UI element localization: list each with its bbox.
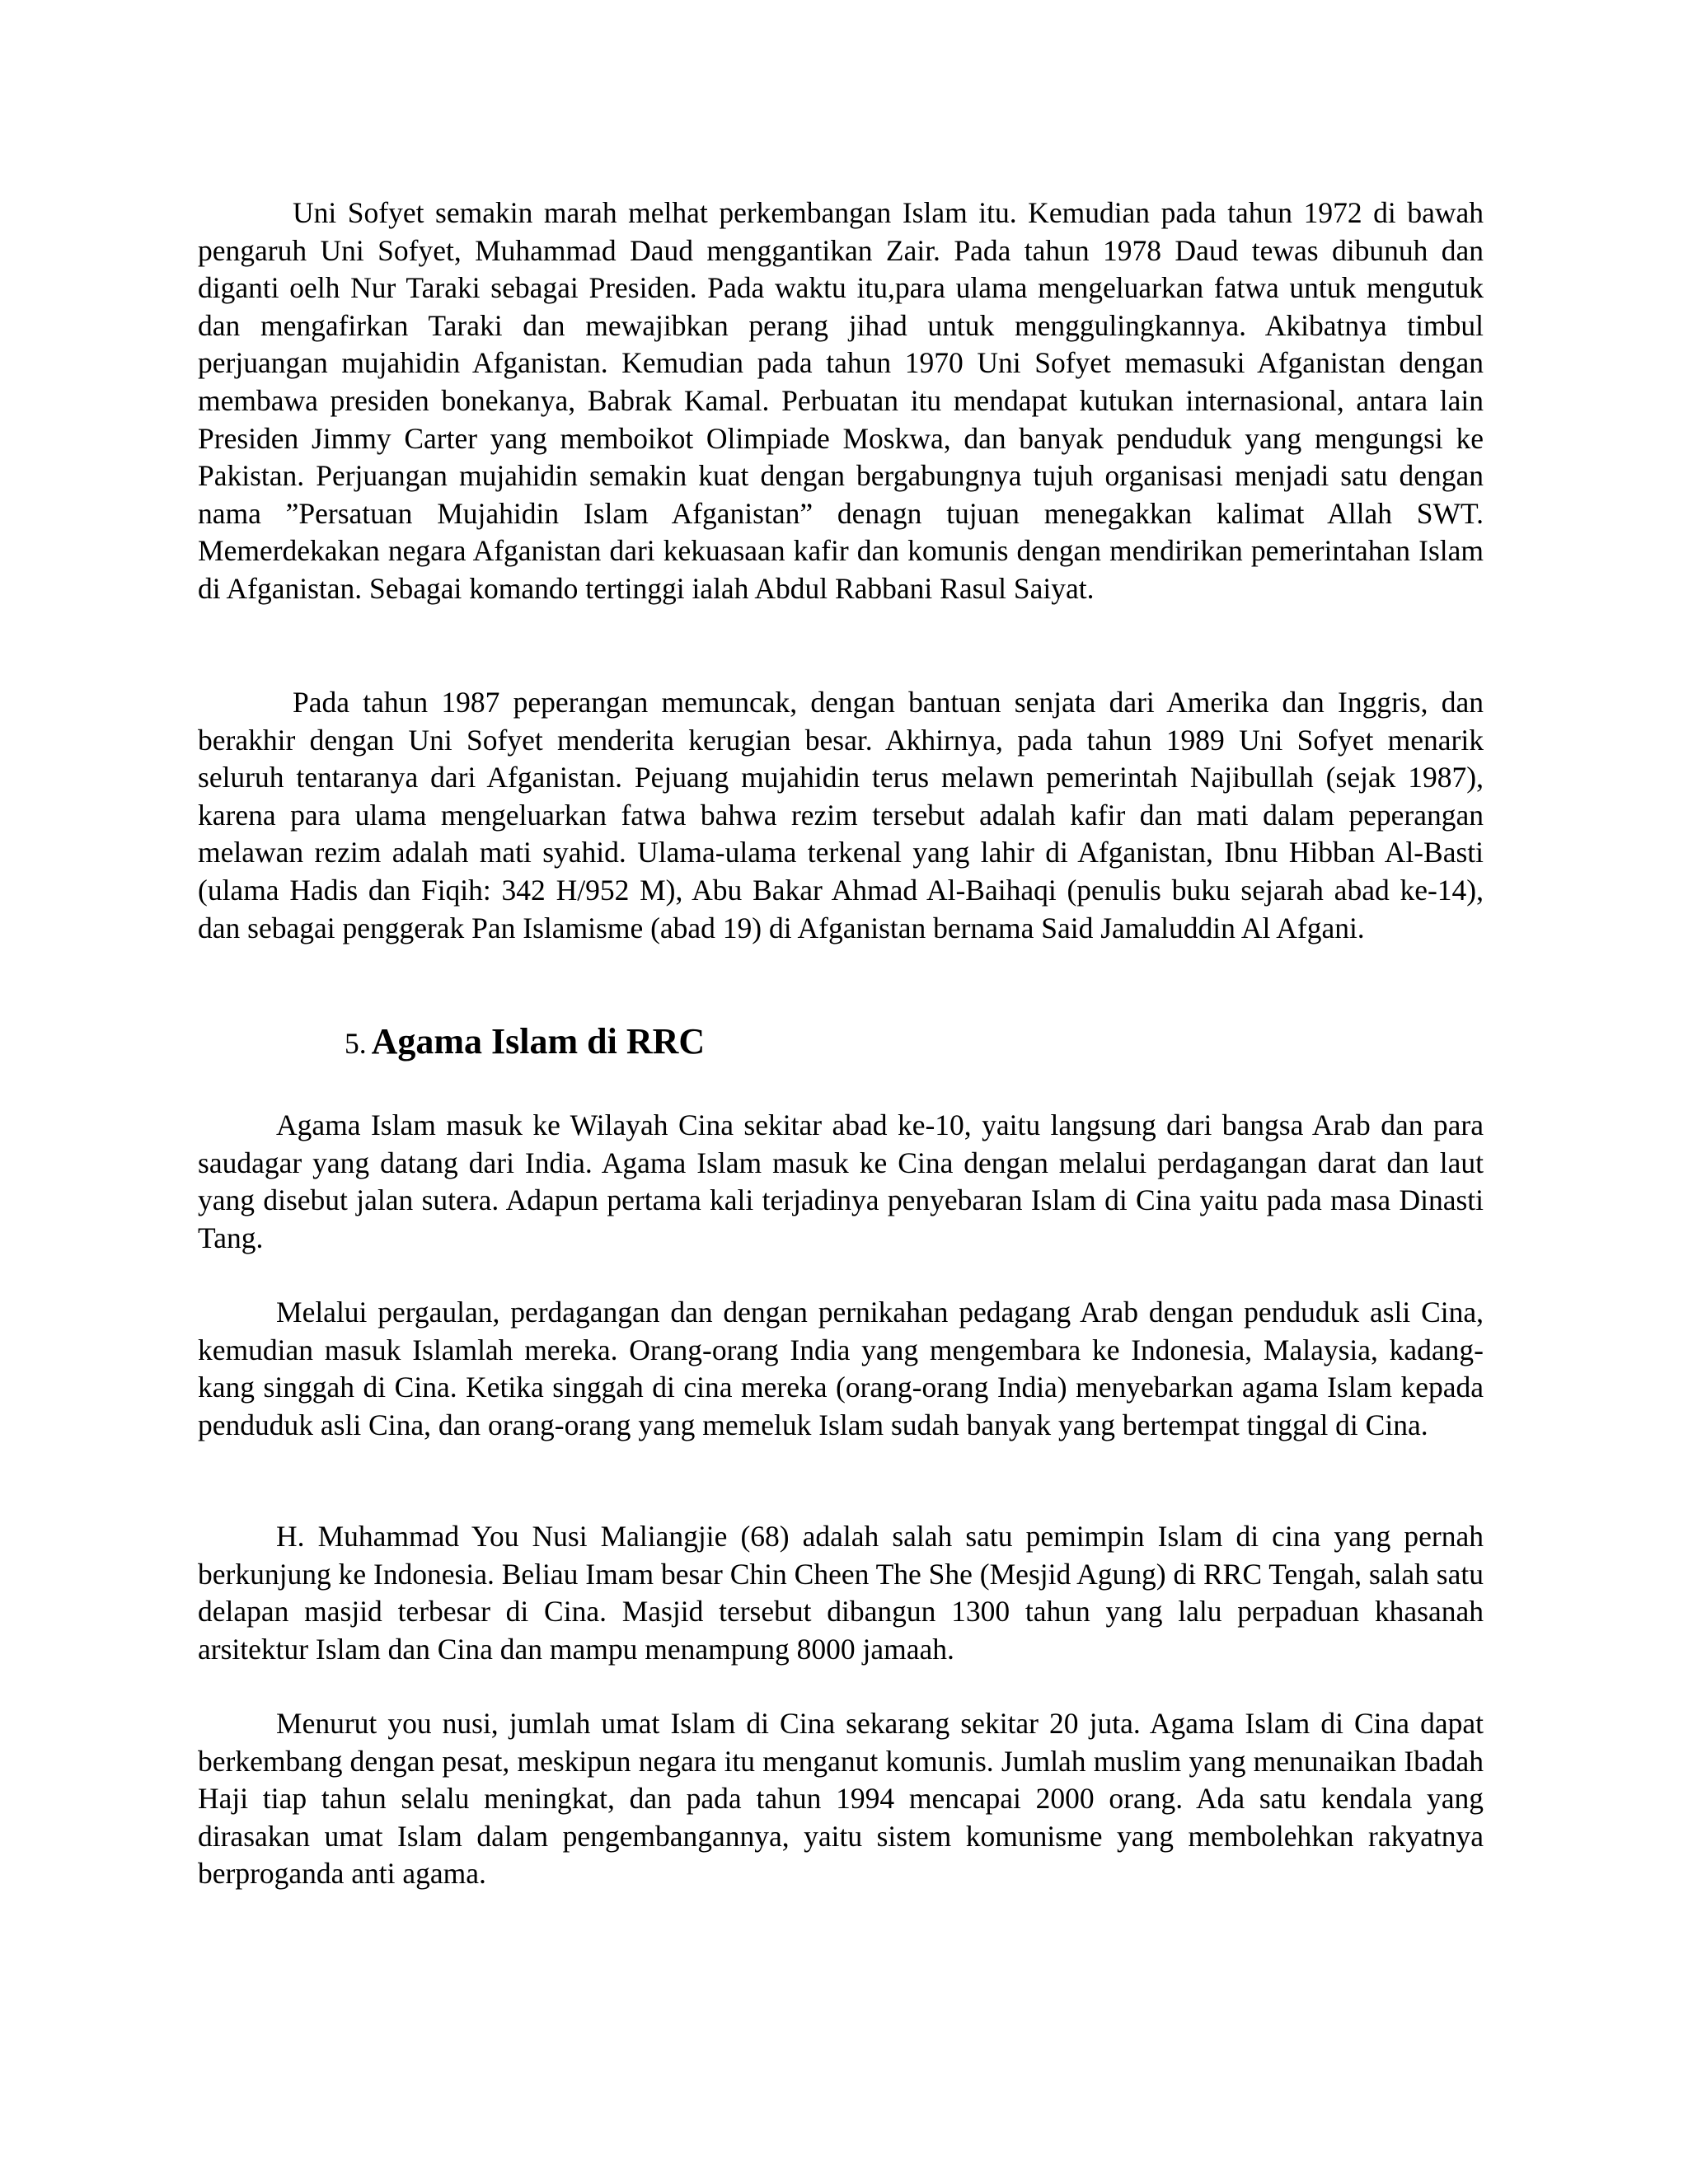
paragraph-islam-china-arrival: Agama Islam masuk ke Wilayah Cina sekitar abad ke-10, yaitu langsung dari bangsa Arab dan para saudagar yang datang dari India. Agama Islam masuk ke Cina dengan melalui perdagangan darat dan laut yang disebut jalan sutera. Adapun pertama kali terjadinya penyebaran Islam di Cina yaitu pada masa Dinasti Tang. <box>198 1108 1484 1254</box>
section-heading <box>345 1020 705 1062</box>
paragraph-islam-china-spread: Melalui pergaulan, perdagangan dan dengan pernikahan pedagang Arab dengan penduduk asli Cina, kemudian masuk Islamlah mereka. Orang-orang India yang mengembara ke Indonesia, Malaysia, kadang-kang singgah di Cina. Ketika singgah di cina mereka (orang-orang India) menyebarkan agama Islam kepada penduduk asli Cina, dan orang-orang yang memeluk Islam sudah banyak yang bertempat tinggal di Cina. <box>198 1296 1484 1441</box>
paragraph-islam-china-population: Menurut you nusi, jumlah umat Islam di Cina sekarang sekitar 20 juta. Agama Islam di Cina dapat berkembang dengan pesat, meskipun negara itu menganut komunis. Jumlah muslim yang menunaikan Ibadah Haji tiap tahun selalu meningkat, dan pada tahun 1994 mencapai 2000 orang. Ada satu kendala yang dirasakan umat Islam dalam pengembangannya, yaitu sistem komunisme yang membolehkan rakyatnya berproganda anti agama. <box>198 1707 1484 1891</box>
paragraph-afghanistan-soviet: Uni Sofyet semakin marah melhat perkembangan Islam itu. Kemudian pada tahun 1972 di bawah pengaruh Uni Sofyet, Muhammad Daud menggantikan Zair. Pada tahun 1978 Daud tewas dibunuh dan diganti oelh Nur Taraki sebagai Presiden. Pada waktu itu,para ulama mengeluarkan fatwa untuk mengutuk dan mengafirkan Taraki dan mewajibkan perang jihad untuk menggulingkannya. Akibatnya timbul perjuangan mujahidin Afganistan. Kemudian pada tahun 1970 Uni Sofyet memasuki Afganistan dengan membawa presiden bonekanya, Babrak Kamal. Perbuatan itu mendapat kutukan internasional, antara lain Presiden Jimmy Carter yang memboikot Olimpiade Moskwa, dan banyak penduduk yang mengungsi ke Pakistan. Perjuangan mujahidin semakin kuat dengan bergabungnya tujuh organisasi menjadi satu dengan nama ”Persatuan Mujahidin Islam Afganistan” denagn tujuan menegakkan kalimat Allah SWT. Memerdekakan negara Afganistan dari kekuasaan kafir dan komunis dengan mendirikan pemerintahan Islam di Afganistan. Sebagai komando tertinggi ialah Abdul Rabbani Rasul Saiyat. <box>198 196 1484 605</box>
section-number: 5. <box>345 1027 367 1060</box>
section-title: Agama Islam di RRC <box>371 1021 706 1062</box>
paragraph-afghanistan-war: Pada tahun 1987 peperangan memuncak, dengan bantuan senjata dari Amerika dan Inggris, dan berakhir dengan Uni Sofyet menderita kerugian besar. Akhirnya, pada tahun 1989 Uni Sofyet menarik seluruh tentaranya dari Afganistan. Pejuang mujahidin terus melawn pemerintah Najibullah (sejak 1987), karena para ulama mengeluarkan fatwa bahwa rezim tersebut adalah kafir dan mati dalam peperangan melawan rezim adalah mati syahid. Ulama-ulama terkenal yang lahir di Afganistan, Ibnu Hibban Al-Basti (ulama Hadis dan Fiqih: 342 H/952 M), Abu Bakar Ahmad Al-Baihaqi (penulis buku sejarah abad ke-14), dan sebagai penggerak Pan Islamisme (abad 19) di Afganistan bernama Said Jamaluddin Al Afgani. <box>198 686 1484 944</box>
paragraph-islam-china-leader: H. Muhammad You Nusi Maliangjie (68) adalah salah satu pemimpin Islam di cina yang pernah berkunjung ke Indonesia. Beliau Imam besar Chin Cheen The She (Mesjid Agung) di RRC Tengah, salah satu delapan masjid terbesar di Cina. Masjid tersebut dibangun 1300 tahun yang lalu perpaduan khasanah arsitektur Islam dan Cina dan mampu menampung 8000 jamaah. <box>198 1520 1484 1666</box>
